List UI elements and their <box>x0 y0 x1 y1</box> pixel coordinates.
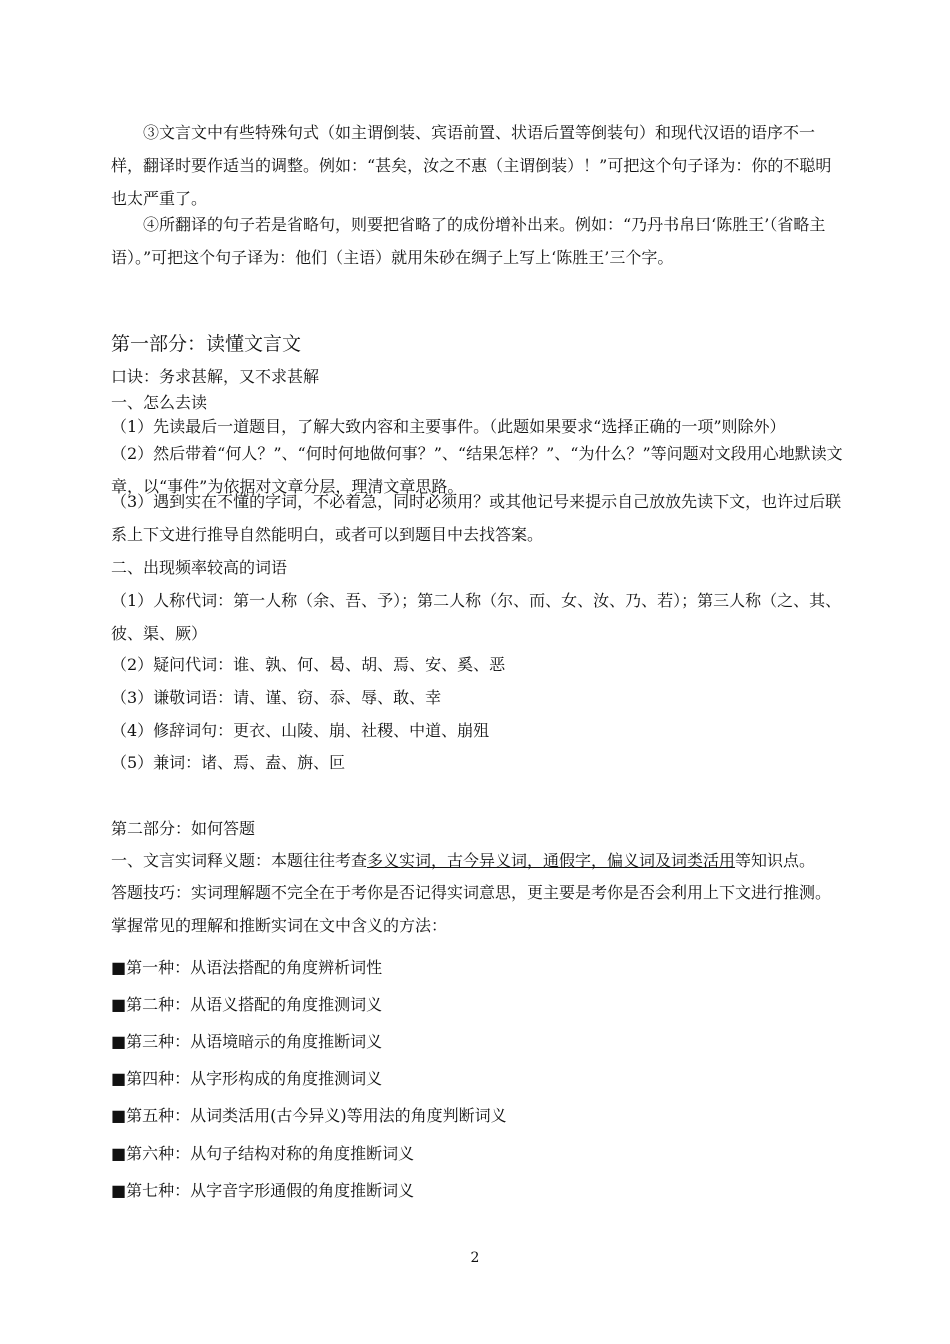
paragraph-3: ③文言文中有些特殊句式（如主谓倒装、宾语前置、状语后置等倒装句）和现代汉语的语序不一样，翻译时要作适当的调整。例如：“甚矣，汝之不惠（主谓倒装）！”可把这个句子译为：你的不聪明也太严重了。 <box>111 123 832 208</box>
part2-title: 第二部分：如何答题 <box>111 819 256 838</box>
part1-section2-title: 二、出现频率较高的词语 <box>111 558 288 577</box>
question-type-1-topics: 多义实词，古今异义词，通假字，偏义词及词类活用 <box>367 851 736 870</box>
question-type-1-prefix: 一、文言实词释义题：本题往往考查 <box>111 851 368 870</box>
method-item: ■第一种：从语法搭配的角度辨析词性 <box>111 958 383 977</box>
page-number: 2 <box>470 1250 480 1266</box>
word-group-3: （3）谦敬词语：请、谨、窃、忝、辱、敢、幸 <box>111 688 442 707</box>
part1-motto: 口诀：务求甚解，又不求甚解 <box>111 367 320 386</box>
read-step-1: （1）先读最后一道题目，了解大致内容和主要事件。（此题如果要求“选择正确的一项”则除外） <box>111 417 786 436</box>
word-group-5: （5）兼词：诸、焉、盍、旃、叵 <box>111 753 346 772</box>
method-item: ■第六种：从句子结构对称的角度推断词义 <box>111 1144 415 1163</box>
question-type-1 <box>111 844 815 877</box>
part1-title: 第一部分：读懂文言文 <box>111 333 302 355</box>
method-item: ■第五种：从词类活用(古今异义)等用法的角度判断词义 <box>111 1106 507 1125</box>
part1-section1-title: 一、怎么去读 <box>111 393 208 412</box>
method-item: ■第四种：从字形构成的角度推测词义 <box>111 1069 383 1088</box>
word-group-1: （1）人称代词：第一人称（余、吾、予）；第二人称（尔、而、女、汝、乃、若）；第三人称（之、其、彼、渠、厥） <box>111 591 842 643</box>
method-item: ■第七种：从字音字形通假的角度推断词义 <box>111 1181 415 1200</box>
read-step-3: （3）遇到实在不懂的字词，不必着急，同时必须用？或其他记号来提示自己放放先读下文，也许过后联系上下文进行推导自然能明白，或者可以到题目中去找答案。 <box>111 492 842 544</box>
paragraph-4: ④所翻译的句子若是省略句，则要把省略了的成份增补出来。例如：“乃丹书帛曰‘陈胜王’（省略主语）。”可把这个句子译为：他们（主语）就用朱砂在绸子上写上‘陈胜王’三个字。 <box>111 215 826 267</box>
method-item: ■第二种：从语义搭配的角度推测词义 <box>111 995 383 1014</box>
read-step-2: （2）然后带着“何人？”、“何时何地做何事？”、“结果怎样？”、“为什么？”等问题对文段用心地默读文章，以“事件”为依据对文章分层，理清文章思路。 <box>111 444 843 496</box>
word-group-4: （4）修辞词句：更衣、山陵、崩、社稷、中道、崩殂 <box>111 721 490 740</box>
question-type-1-suffix: 等知识点。 <box>735 851 816 870</box>
method-item: ■第三种：从语境暗示的角度推断词义 <box>111 1032 383 1051</box>
word-group-2: （2）疑问代词：谁、孰、何、曷、胡、焉、安、奚、恶 <box>111 655 506 674</box>
answer-tip: 答题技巧：实词理解题不完全在于考你是否记得实词意思，更主要是考你是否会利用上下文进行推测。掌握常见的理解和推断实词在文中含义的方法： <box>111 883 832 935</box>
